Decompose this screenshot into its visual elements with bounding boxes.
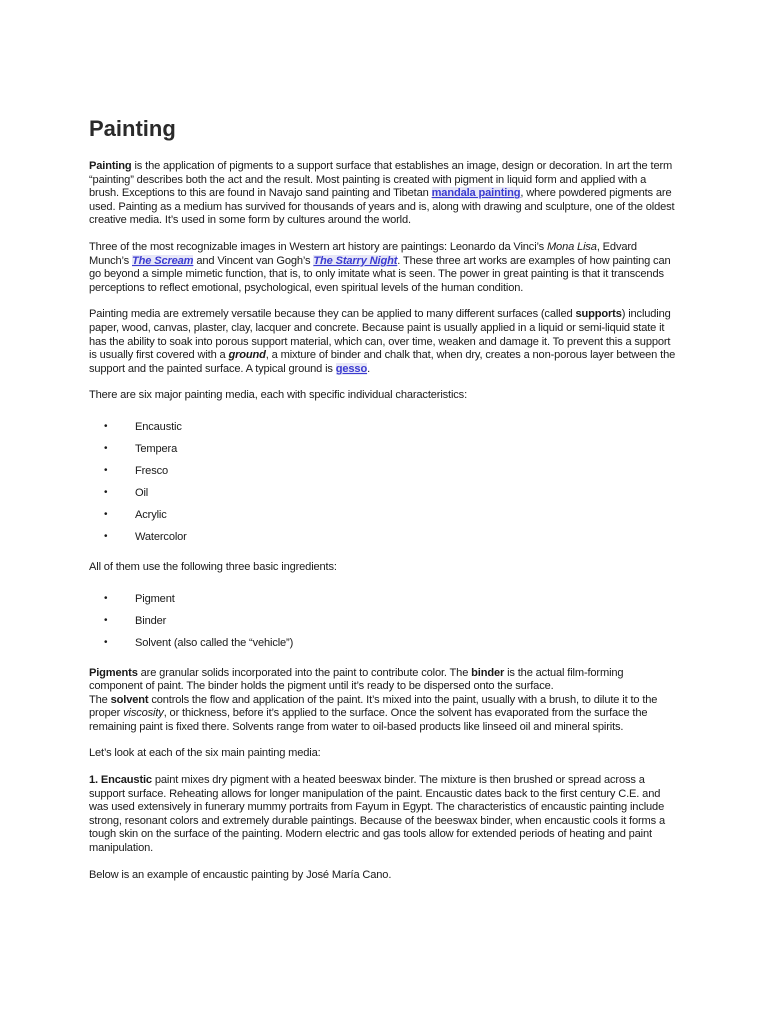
text-span: , Edvard Munch’s: [89, 240, 637, 267]
list-item-label: Oil: [135, 486, 149, 499]
list-item: [89, 504, 679, 526]
bullet-icon: •: [104, 530, 108, 542]
list-item: [89, 632, 679, 654]
paragraph-media-intro: There are six major painting media, each with specific individual characteristics:: [89, 389, 468, 402]
list-item-label: Acrylic: [135, 508, 167, 521]
paragraph-encaustic-example: Below is an example of encaustic painting by José María Cano.: [89, 868, 392, 881]
list-item: [89, 588, 679, 610]
link-mandala-painting[interactable]: mandala painting: [431, 187, 521, 200]
list-item-label: Binder: [135, 614, 167, 627]
link-the-starry-night[interactable]: The Starry Night: [313, 254, 398, 267]
term-solvent: solvent: [110, 693, 149, 706]
heading-encaustic: 1. Encaustic: [89, 774, 152, 787]
italic-viscosity: viscosity: [123, 707, 164, 720]
media-list: [89, 416, 679, 548]
text-span: Three of the most recognizable images in Western art history are paintings: Leonardo da Vinci’s: [89, 240, 547, 253]
ingredients-list: [89, 588, 679, 654]
list-item: [89, 526, 679, 548]
paragraph-ingredients-detail: [89, 667, 679, 735]
bullet-icon: •: [104, 464, 108, 476]
bullet-icon: •: [104, 592, 108, 604]
text-span: is the application of pigments to a support surface that establishes an image, design or decoration. In art the term “painting” describes both the act and the result. Most painting is created with pigment in liquid form and applied with a brush. Exceptions to this are found in Navajo sand painting and Tibetan: [89, 160, 673, 200]
paragraph-supports: [89, 308, 679, 376]
bullet-icon: •: [104, 420, 108, 432]
term-binder: binder: [471, 666, 505, 679]
term-ground: ground: [228, 349, 266, 362]
bullet-icon: •: [104, 442, 108, 454]
list-item-label: Tempera: [135, 442, 178, 455]
list-item-label: Watercolor: [135, 530, 187, 543]
paragraph-intro: [89, 160, 679, 228]
bullet-icon: •: [104, 486, 108, 498]
text-span: and Vincent van Gogh’s: [193, 254, 314, 267]
text-span: , where powdered pigments are used. Painting as a medium has survived for thousands of years and is, along with drawing and sculpture, one of the oldest creative media. It’s used in some form by cultures around the world.: [89, 187, 675, 227]
text-span: are granular solids incorporated into the paint to contribute color. The: [137, 666, 472, 679]
text-span: paint mixes dry pigment with a heated beeswax binder. The mixture is then brushed or spread across a support surface. Reheating allows for longer manipulation of the paint. Encaustic dates back to the first century C.E. and was used extensively in funerary mummy portraits from Fayum in Egypt. The characteristics of encaustic painting include strong, resonant colors and extremely durable paintings. Because of the beeswax binder, when encaustic cools it forms a tough skin on the surface of the painting. Modern electric and gas tools allow for extended periods of heating and paint manipulation.: [89, 774, 665, 855]
list-item: [89, 460, 679, 482]
paragraph-ingredients-intro: All of them use the following three basic ingredients:: [89, 560, 337, 573]
text-span: Painting media are extremely versatile because they can be applied to many different surfaces (called: [89, 308, 576, 321]
text-span: controls the flow and application of the paint. It’s mixed into the paint, usually with a brush, to dilute it to the proper: [89, 693, 658, 720]
term-pigments: Pigments: [89, 666, 138, 679]
list-item: [89, 610, 679, 632]
list-item-label: Encaustic: [135, 420, 182, 433]
text-span: , a mixture of binder and chalk that, when dry, creates a non-porous layer between the support and the painted surface. A typical ground is: [89, 349, 676, 375]
text-span: is the actual film-forming component of paint. The binder holds the pigment until it’s ready to be dispersed onto the surface.: [89, 666, 624, 693]
list-item-label: Fresco: [135, 464, 169, 477]
list-item: [89, 416, 679, 438]
text-span: . These three art works are examples of how painting can go beyond a simple mimetic function, that is, to only imitate what is seen. The power in great painting is that it transcends perceptions to reflect emotional, psychological, even spiritual levels of the human condition.: [89, 254, 671, 294]
italic-mona-lisa: Mona Lisa: [546, 240, 597, 253]
bullet-icon: •: [104, 614, 108, 626]
paragraph-famous-paintings: [89, 241, 679, 295]
text-span: The: [89, 693, 111, 706]
page-title: Painting: [89, 116, 176, 141]
link-gesso[interactable]: gesso: [335, 362, 368, 375]
paragraph-encaustic: [89, 774, 679, 856]
list-item-label: Solvent (also called the “vehicle”): [135, 636, 294, 649]
term-painting: Painting: [89, 160, 132, 172]
list-item: [89, 438, 679, 460]
text-span: .: [367, 362, 371, 375]
text-span: , or thickness, before it’s applied to the surface. Once the solvent has evaporated from the surface the remaining paint is fixed there. Solvents range from water to oil-based products like linseed oil and mineral spirits.: [89, 707, 648, 733]
term-supports: supports: [575, 308, 622, 321]
bullet-icon: •: [104, 636, 108, 648]
list-item-label: Pigment: [135, 592, 175, 605]
list-item: [89, 482, 679, 504]
link-the-scream[interactable]: The Scream: [132, 254, 194, 267]
article-body: [89, 160, 679, 895]
paragraph-six-media: Let’s look at each of the six main painting media:: [89, 747, 321, 760]
bullet-icon: •: [104, 508, 108, 520]
text-span: ) including paper, wood, canvas, plaster, clay, lacquer and concrete. Because paint is usually applied in a liquid or semi-liquid state it has the ability to soak into porous support material, which can, over time, weaken and damage it. To prevent this a support is usually first covered with a: [89, 308, 671, 362]
